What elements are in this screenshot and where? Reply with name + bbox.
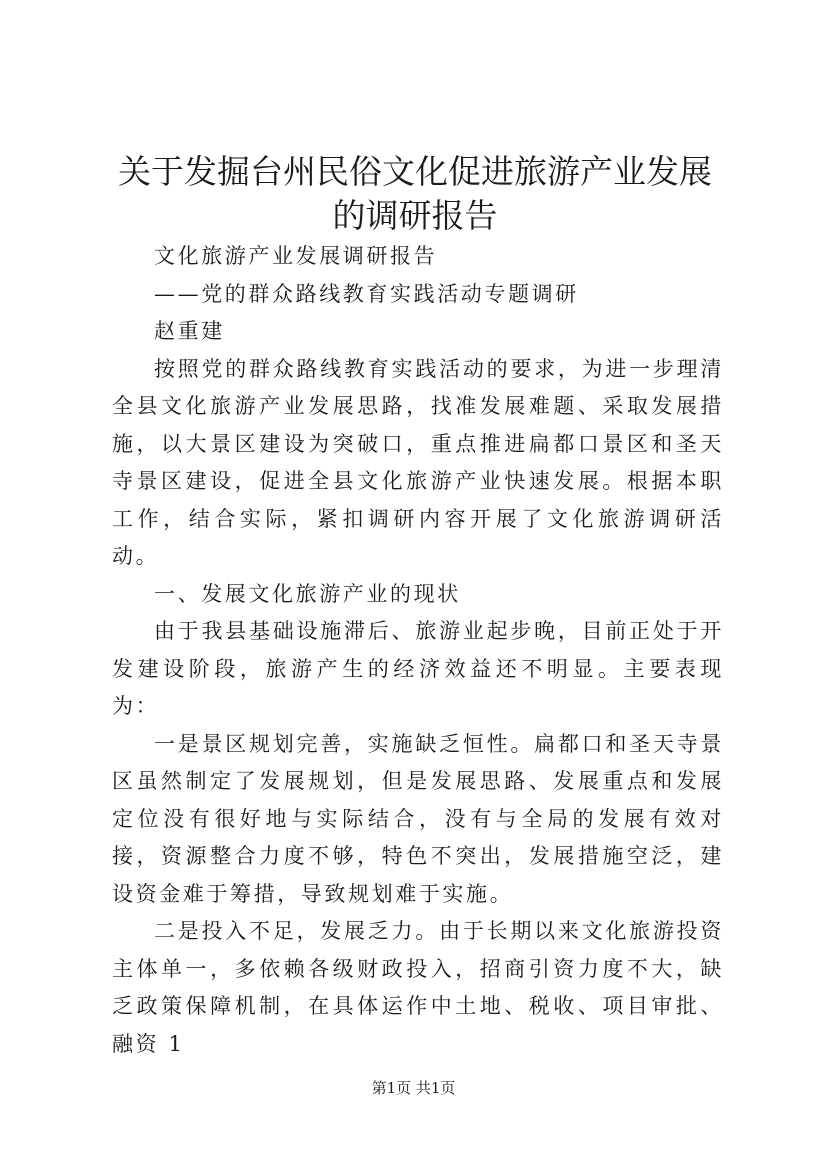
document-body [112,238,724,1063]
body-paragraph: 二是投入不足，发展乏力。由于长期以来文化旅游投资主体单一，多依赖各级财政投入，招商引资力度不大，缺乏政策保障机制，在具体运作中土地、税收、项目审批、融资 1 [112,919,724,1056]
subtitle-topic-paragraph: ——党的群众路线教育实践活动专题调研 [154,281,579,306]
author-paragraph: 赵重建 [154,319,225,343]
document-title: 关于发掘台州民俗文化促进旅游产业发展的调研报告 [118,152,712,235]
subtitle-paragraph: 文化旅游产业发展调研报告 [154,244,438,268]
page-footer: 第1页 共1页 [371,1079,456,1097]
intro-paragraph: 按照党的群众路线教育实践活动的要求，为进一步理清全县文化旅游产业发展思路，找准发展难题、采取发展措施，以大景区建设为突破口，重点推进扁都口景区和圣天寺景区建设，促进全县文化旅游产业快速发展。根据本职工作，结合实际，紧扣调研内容开展了文化旅游调研活动。 [112,356,724,568]
body-paragraph: 由于我县基础设施滞后、旅游业起步晚，目前正处于开发建设阶段，旅游产生的经济效益还不明显。主要表现为： [112,619,724,718]
body-paragraph: 一是景区规划完善，实施缺乏恒性。扁都口和圣天寺景区虽然制定了发展规划，但是发展思路、发展重点和发展定位没有很好地与实际结合，没有与全局的发展有效对接，资源整合力度不够，特色不突出，发展措施空泛，建设资金难于筹措，导致规划难于实施。 [112,731,724,906]
section-heading: 一、发展文化旅游产业的现状 [154,581,461,606]
